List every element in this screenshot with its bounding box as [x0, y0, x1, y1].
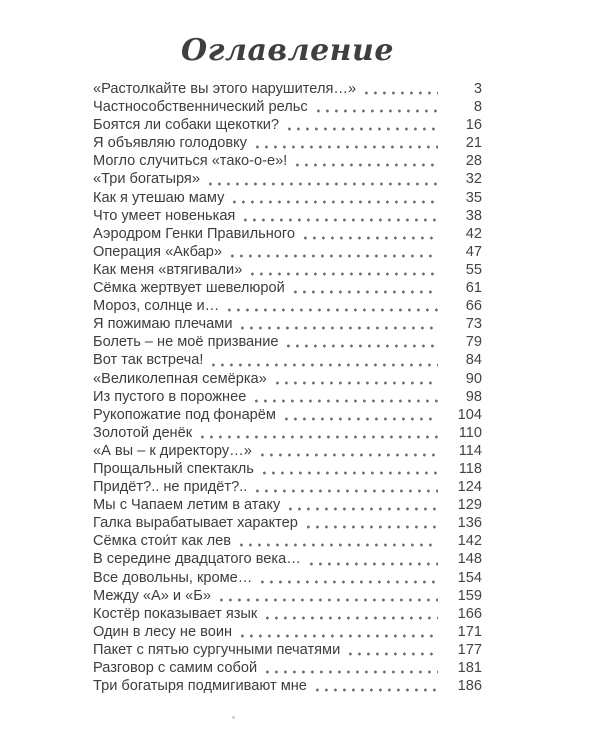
toc-entry — [93, 116, 482, 134]
toc-entry — [93, 550, 482, 568]
toc-entry-title: Один в лесу не воин — [93, 623, 233, 640]
toc-entry-title: Могло случиться «тако-о-е»! — [93, 153, 288, 170]
dot-leader — [276, 370, 438, 388]
dot-leader — [285, 406, 438, 424]
toc-entry — [93, 207, 482, 225]
toc-entry-page: 181 — [457, 660, 482, 676]
page-bottom-mark — [232, 716, 235, 719]
toc-entry — [93, 605, 482, 623]
toc-entry-page: 104 — [457, 406, 482, 423]
toc-entry-page: 73 — [465, 316, 482, 333]
dot-leader — [231, 243, 438, 261]
toc-entry — [93, 442, 482, 460]
toc-entry-title: Я объявляю голодовку — [93, 135, 247, 152]
dot-leader — [294, 279, 438, 297]
toc-entry-title: Из пустого в порожнее — [93, 388, 247, 405]
toc-entry — [93, 677, 482, 695]
toc-entry-title: Между «А» и «Б» — [93, 587, 211, 604]
toc-entry-page: 8 — [473, 99, 482, 116]
toc-entry — [93, 225, 482, 243]
toc-entry — [93, 424, 482, 442]
toc-entry-page: 61 — [465, 280, 482, 297]
toc-entry-title: Костёр показывает язык — [93, 605, 258, 622]
dot-leader — [212, 351, 438, 369]
toc-entry-page: 159 — [457, 587, 482, 604]
toc-entry-page: 154 — [457, 569, 482, 586]
toc-entry-page: 171 — [457, 623, 482, 640]
toc-entry-page: 186 — [457, 678, 482, 695]
dot-leader — [307, 514, 438, 532]
toc-entry-page: 16 — [465, 117, 482, 134]
toc-entry — [93, 152, 482, 170]
toc-entry-page: 124 — [457, 479, 482, 496]
toc-entry-page: 118 — [458, 460, 482, 477]
toc-entry-title: Сёмка стои́т как лев — [93, 533, 232, 550]
toc-entry — [93, 297, 482, 315]
toc-entry-page: 114 — [458, 442, 482, 459]
toc-entry — [93, 388, 482, 406]
dot-leader — [241, 623, 438, 641]
dot-leader — [261, 442, 438, 460]
dot-leader — [209, 170, 438, 188]
dot-leader — [255, 388, 438, 406]
toc-entry — [93, 243, 482, 261]
toc-entry-title: Галка вырабатывает характер — [93, 515, 298, 532]
toc-entry-title: Рукопожатие под фонарём — [93, 406, 276, 423]
toc-entry-page: 129 — [457, 497, 482, 514]
toc-entry-page: 79 — [465, 334, 482, 351]
toc-entry-title: Аэродром Генки Правильного — [93, 225, 295, 242]
toc-entry — [93, 569, 482, 587]
toc-entry-title: «Великолепная семёрка» — [93, 370, 267, 387]
toc-entry-title: Частнособственнический рельс — [93, 99, 308, 116]
toc-entry-title: Три богатыря подмигивают мне — [93, 678, 307, 695]
dot-leader — [349, 641, 438, 659]
toc-entry-page: 177 — [457, 641, 482, 658]
toc-entry-page: 21 — [465, 135, 482, 152]
toc-entry — [93, 370, 482, 388]
dot-leader — [266, 605, 438, 623]
dot-leader — [228, 297, 438, 315]
toc-entry-title: Прощальный спектакль — [93, 460, 254, 477]
dot-leader — [289, 496, 438, 514]
toc-entry — [93, 189, 482, 207]
dot-leader — [317, 98, 438, 116]
toc-entry — [93, 80, 482, 98]
toc-entry-page: 32 — [465, 171, 482, 188]
toc-entry-title: Как я утешаю маму — [93, 189, 225, 206]
toc-entry — [93, 659, 482, 677]
toc-entry-page: 110 — [458, 424, 482, 441]
toc-entry-page: 3 — [473, 81, 482, 97]
dot-leader — [220, 587, 438, 605]
dot-leader — [241, 315, 438, 333]
toc-entry — [93, 315, 482, 333]
toc-entry-title: Боятся ли собаки щекотки? — [93, 117, 280, 134]
toc-entry — [93, 514, 482, 532]
toc-entry-title: Болеть – не моё призвание — [93, 334, 279, 351]
toc-entry-page: 98 — [465, 388, 482, 405]
toc-entry-page: 47 — [465, 243, 482, 260]
toc-entry-title: Как меня «втягивали» — [93, 261, 243, 278]
toc-entry — [93, 98, 482, 116]
toc-entry-page: 38 — [465, 207, 482, 224]
dot-leader — [256, 478, 438, 496]
toc-entry-title: Вот так встреча! — [93, 352, 204, 369]
dot-leader — [316, 677, 438, 695]
toc-entry-title: В середине двадцатого века… — [93, 551, 301, 568]
toc-entry-title: Разговор с самим собой — [93, 660, 258, 676]
toc-entry-page: 66 — [465, 298, 482, 315]
dot-leader — [288, 116, 438, 134]
toc-entry-page: 148 — [457, 551, 482, 568]
dot-leader — [261, 569, 438, 587]
toc-entry — [93, 641, 482, 659]
toc-entry-title: Я пожимаю плечами — [93, 316, 233, 333]
toc-entry-title: Что умеет новенькая — [93, 207, 236, 224]
toc-list — [93, 80, 482, 695]
toc-entry — [93, 134, 482, 152]
dot-leader — [296, 152, 438, 170]
toc-entry-title: Придёт?.. не придёт?.. — [93, 479, 248, 496]
toc-content — [93, 0, 482, 695]
toc-entry-title: «А вы – к директору…» — [93, 442, 252, 459]
dot-leader — [201, 424, 438, 442]
toc-entry — [93, 279, 482, 297]
toc-entry-title: Пакет с пятью сургучными печатями — [93, 641, 341, 658]
dot-leader — [310, 550, 438, 568]
dot-leader — [266, 659, 438, 677]
dot-leader — [251, 261, 438, 279]
dot-leader — [256, 134, 438, 152]
toc-entry — [93, 532, 482, 550]
toc-entry-title: «Растолкайте вы этого нарушителя…» — [93, 81, 357, 97]
toc-entry-title: Сёмка жертвует шевелюрой — [93, 280, 285, 297]
dot-leader — [263, 460, 438, 478]
toc-entry-page: 84 — [465, 352, 482, 369]
toc-entry-page: 136 — [457, 515, 482, 532]
toc-entry-page: 28 — [465, 153, 482, 170]
toc-entry-page: 90 — [465, 370, 482, 387]
toc-entry-title: «Три богатыря» — [93, 171, 200, 188]
toc-entry — [93, 460, 482, 478]
toc-entry — [93, 351, 482, 369]
dot-leader — [233, 189, 438, 207]
toc-entry-page: 166 — [457, 605, 482, 622]
toc-entry — [93, 496, 482, 514]
toc-entry — [93, 170, 482, 188]
dot-leader — [240, 532, 438, 550]
toc-entry-page: 35 — [465, 189, 482, 206]
toc-entry-title: Мы с Чапаем летим в атаку — [93, 497, 281, 514]
toc-entry-page: 142 — [457, 533, 482, 550]
toc-entry — [93, 406, 482, 424]
page-title: Оглавление — [181, 33, 394, 68]
toc-entry-page: 42 — [465, 225, 482, 242]
toc-entry-title: Операция «Акбар» — [93, 243, 222, 260]
toc-entry-title: Все довольны, кроме… — [93, 569, 253, 586]
toc-entry-page: 55 — [465, 261, 482, 278]
dot-leader — [244, 207, 438, 225]
toc-entry — [93, 623, 482, 641]
toc-entry — [93, 261, 482, 279]
dot-leader — [287, 333, 438, 351]
toc-entry — [93, 587, 482, 605]
toc-entry — [93, 333, 482, 351]
toc-entry-title: Мороз, солнце и… — [93, 298, 220, 315]
dot-leader — [304, 225, 438, 243]
dot-leader — [365, 80, 438, 98]
toc-entry — [93, 478, 482, 496]
toc-entry-title: Золотой денёк — [93, 424, 193, 441]
